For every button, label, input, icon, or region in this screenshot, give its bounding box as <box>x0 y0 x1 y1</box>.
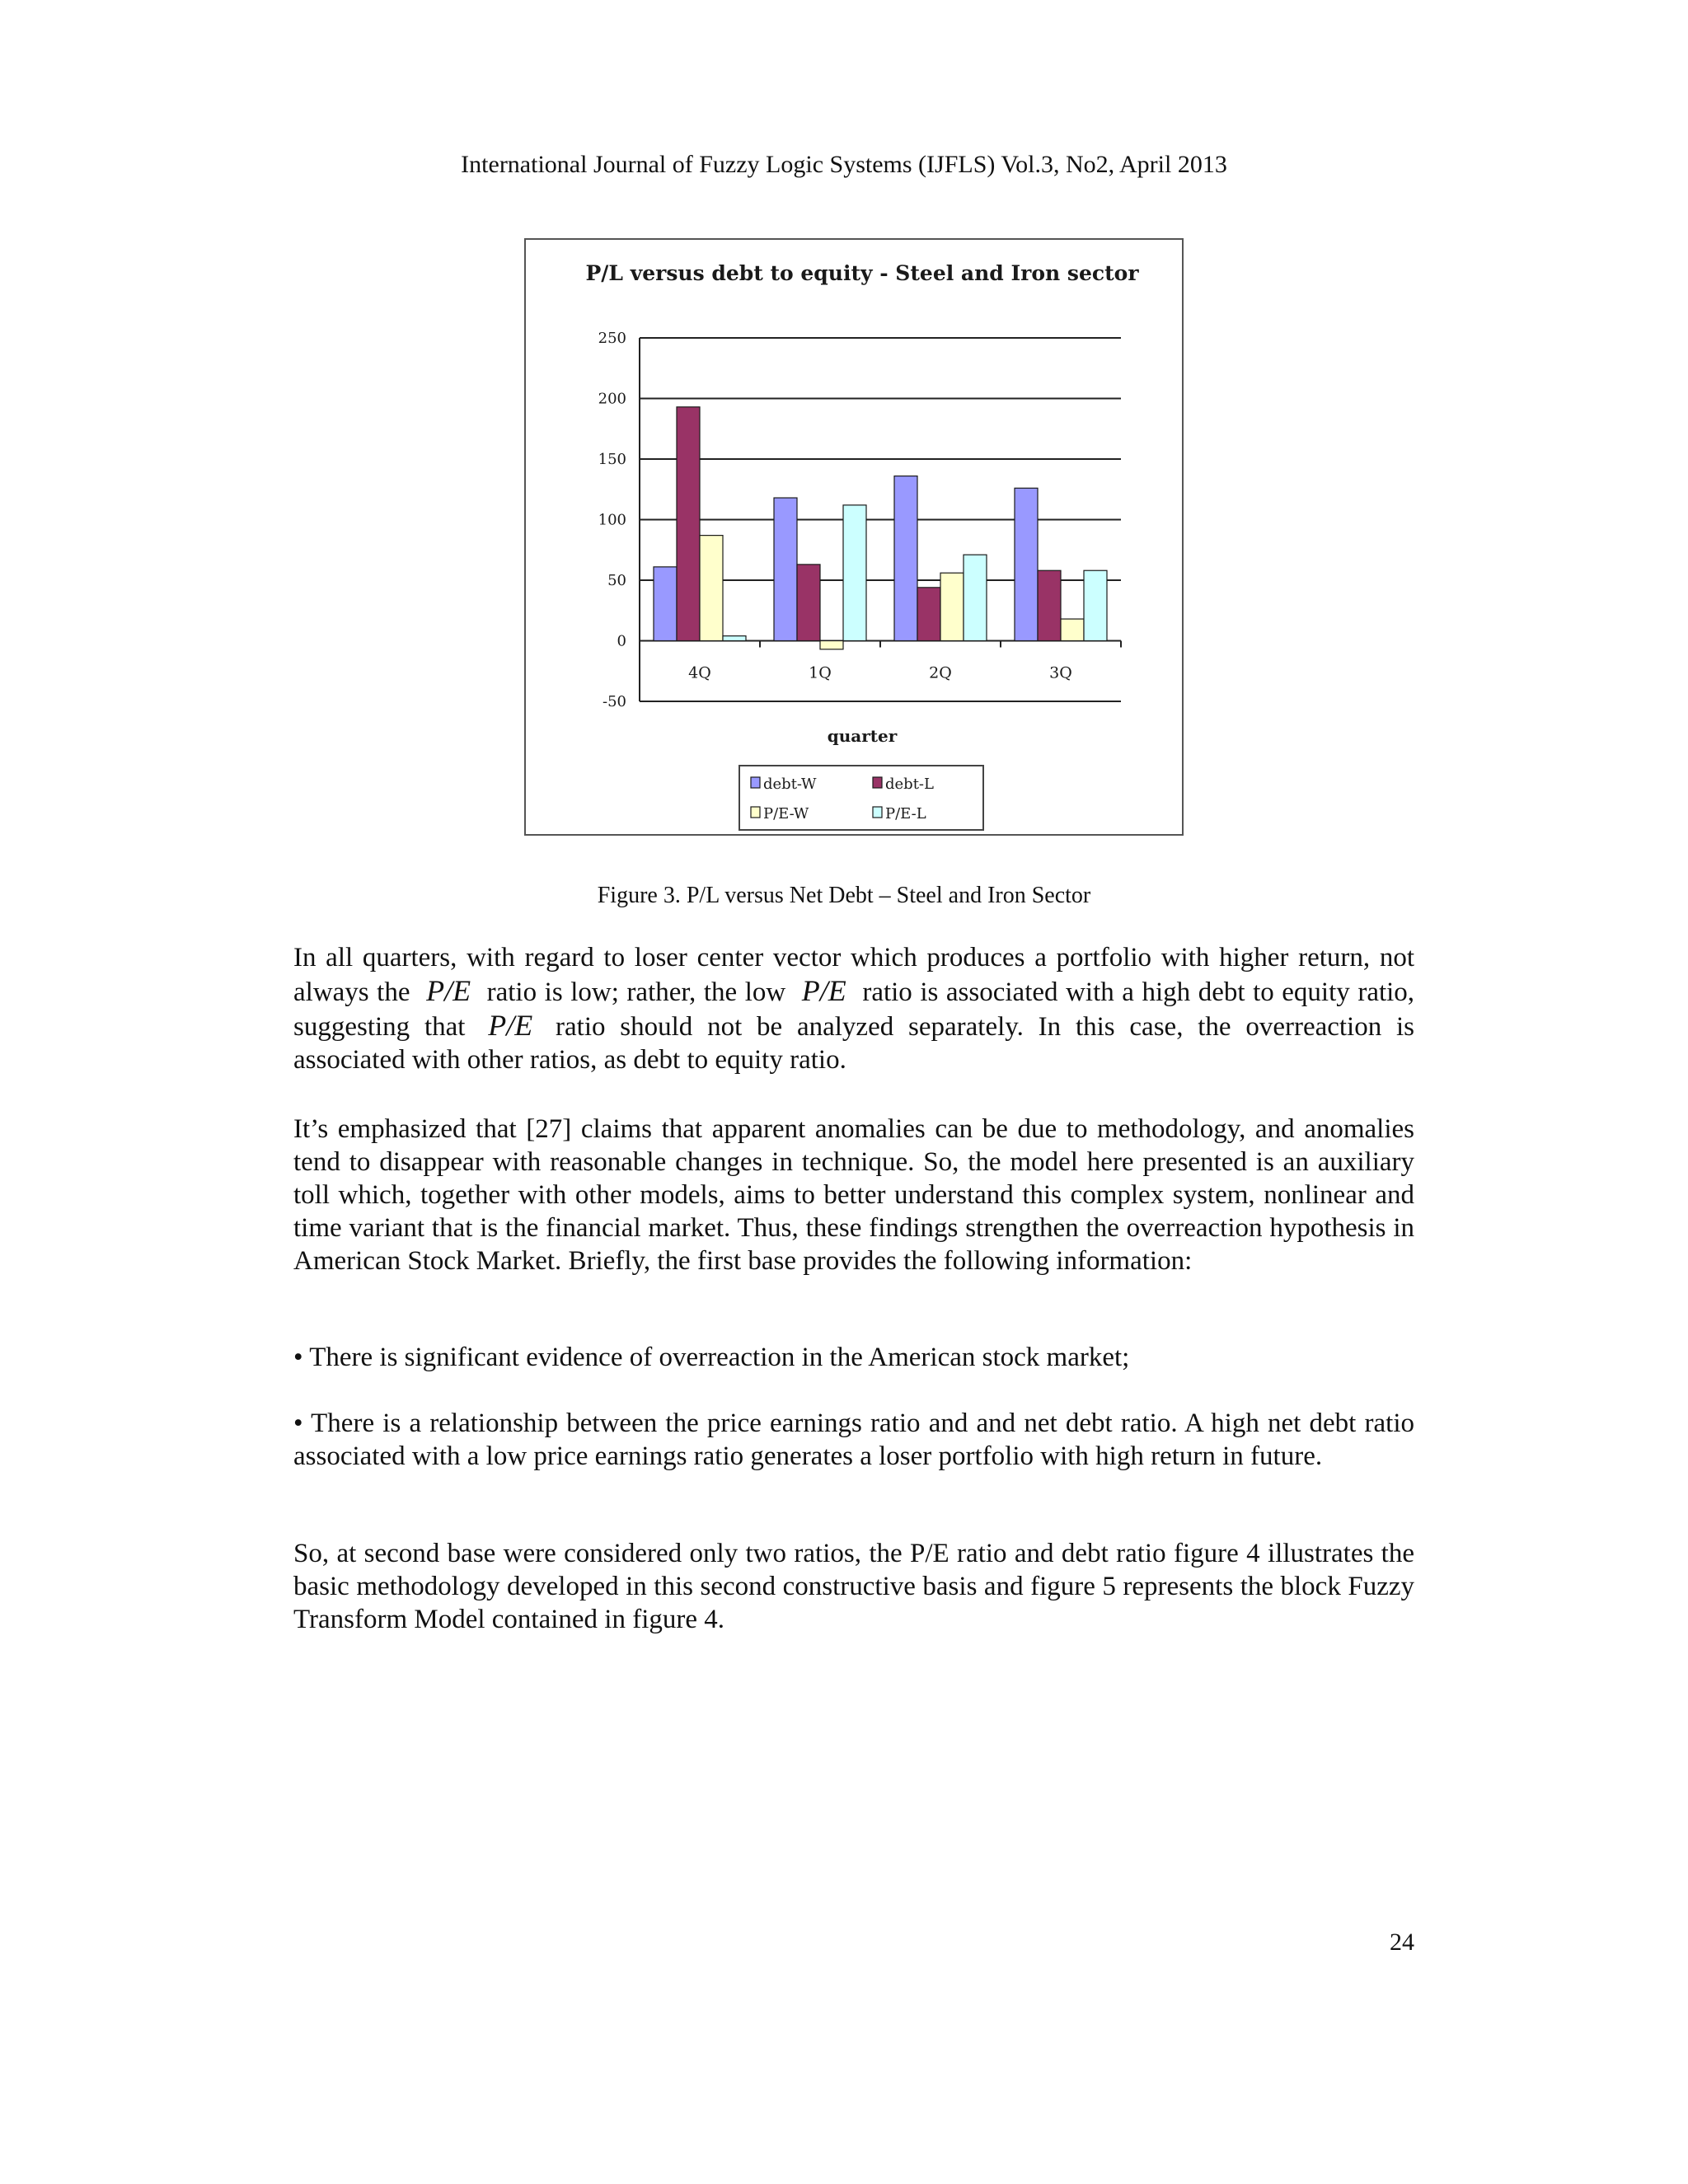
y-tick-label: 250 <box>598 330 626 347</box>
paragraph-2: It’s emphasized that [27] claims that apparent anomalies can be due to methodology, and anomalies tend to disappear with reasonable changes in technique. So, the model here presented is an auxiliary toll which, together with other models, aims to better understand this complex system, nonlinear and time variant that is the financial market. Thus, these findings strengthen the overreaction hypothesis in American Stock Market. Briefly, the first base provides the following information: <box>293 1114 1414 1276</box>
bar-p-e-w <box>940 573 964 640</box>
bar-p-e-w <box>1061 619 1084 640</box>
paragraph-1 <box>293 941 1414 1076</box>
pe-ratio-math: P/E <box>801 974 846 1007</box>
chart-legend <box>739 766 983 830</box>
figure-3-chart <box>524 238 1184 836</box>
bar-chart <box>526 240 1182 834</box>
bar-debt-w <box>1015 488 1038 640</box>
y-tick-label: 100 <box>598 511 626 529</box>
journal-header: International Journal of Fuzzy Logic Systems (IJFLS) Vol.3, No2, April 2013 <box>461 151 1227 178</box>
x-tick-label: 1Q <box>809 663 832 682</box>
bar-debt-w <box>774 498 797 640</box>
paragraph-1-text: ratio is associated with a high debt to equity ratio, suggesting that <box>293 977 1415 1042</box>
bar-debt-w <box>654 567 677 641</box>
bar-p-e-l <box>964 555 987 640</box>
x-tick-label: 3Q <box>1049 663 1072 682</box>
legend-swatch <box>751 807 760 818</box>
bar-p-e-l <box>723 636 746 641</box>
bar-p-e-w <box>820 641 843 649</box>
bar-p-e-l <box>843 505 866 641</box>
y-tick-label: 200 <box>598 390 626 408</box>
paragraph-3: So, at second base were considered only two ratios, the P/E ratio and debt ratio figure 4 illustrates the basic methodology developed in this second constructive basis and figure 5 represents the block Fuzzy Transform Model contained in figure 4. <box>293 1539 1414 1634</box>
legend-label: debt-L <box>885 776 934 793</box>
y-tick-label: 0 <box>617 632 626 650</box>
x-tick-label: 2Q <box>929 663 952 682</box>
chart-title: P/L versus debt to equity - Steel and Iron sector <box>585 261 1139 285</box>
paragraph-1-text: ratio should not be analyzed separately. In this case, the overreaction is associated with other ratios, as debt to equity ratio. <box>293 1012 1415 1075</box>
bar-debt-l <box>1038 570 1061 640</box>
legend-swatch <box>873 777 882 788</box>
bullet-item-2: • There is a relationship between the price earnings ratio and and net debt ratio. A high net debt ratio associated with a low price earnings ratio generates a loser portfolio with high return in future. <box>293 1408 1414 1471</box>
bullet-item-1: • There is significant evidence of overreaction in the American stock market; <box>293 1343 1130 1372</box>
y-tick-label: -50 <box>603 693 626 710</box>
pe-ratio-math: P/E <box>488 1009 533 1042</box>
bar-debt-w <box>894 476 917 641</box>
bar-p-e-l <box>1084 570 1107 640</box>
x-axis-label: quarter <box>827 726 898 746</box>
bar-debt-l <box>677 407 700 641</box>
y-tick-label: 50 <box>607 572 626 589</box>
y-tick-label: 150 <box>598 451 626 468</box>
page-number: 24 <box>1390 1929 1414 1956</box>
paragraph-1-text: ratio is low; rather, the low <box>486 977 786 1007</box>
bar-debt-l <box>917 588 940 641</box>
figure-caption: Figure 3. P/L versus Net Debt – Steel and Iron Sector <box>597 883 1091 908</box>
paragraph-1-text: In all quarters, with regard to loser center vector which produces a portfolio with higher return, not always the <box>293 943 1414 1007</box>
legend-swatch <box>873 807 882 818</box>
x-tick-label: 4Q <box>688 663 711 682</box>
legend-label: debt-W <box>763 776 817 793</box>
pe-ratio-math: P/E <box>426 974 471 1007</box>
legend-swatch <box>751 777 760 788</box>
legend-label: P/E-W <box>763 805 809 823</box>
bar-debt-l <box>797 565 820 641</box>
legend-label: P/E-L <box>885 805 926 823</box>
bar-p-e-w <box>700 536 723 641</box>
